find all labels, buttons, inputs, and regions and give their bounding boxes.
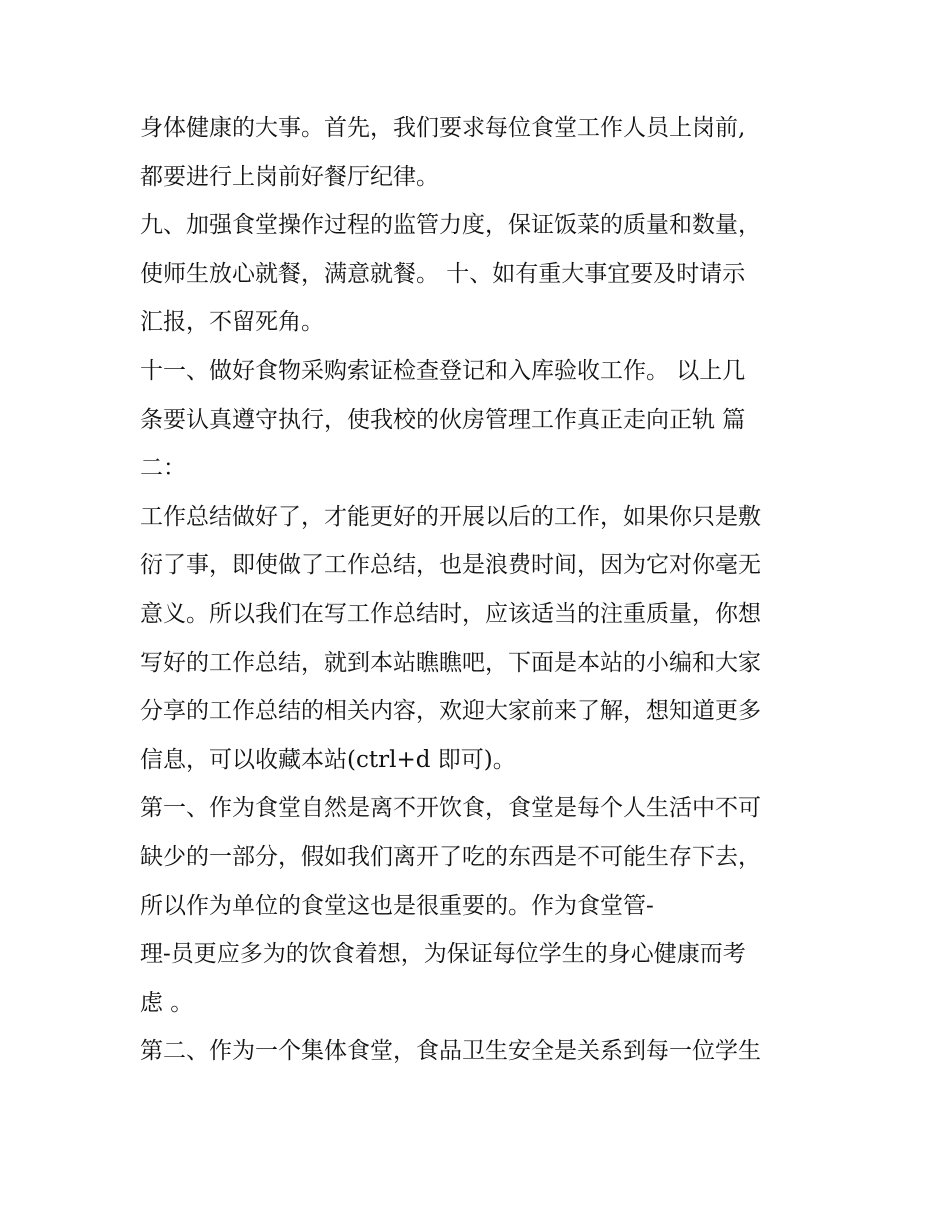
text-line: 第一、作为食堂自然是离不开饮食，食堂是每个人生活中不可 <box>140 795 761 822</box>
text-line: 十一、做好食物采购索证检查登记和入库验收工作。 以上几 <box>140 357 746 384</box>
text-line: 身体健康的大事。首先，我们要求每位食堂工作人员上岗前, <box>140 115 746 141</box>
text-line: 二： <box>140 455 186 482</box>
text-line: 理-员更应多为的饮食着想，为保证每位学生的身心健康而考 <box>140 941 746 968</box>
text-line: 分享的工作总结的相关内容，欢迎大家前来了解，想知道更多 <box>140 698 761 725</box>
text-line: 意义。所以我们在写工作总结时，应该适当的注重质量，你想 <box>140 600 761 627</box>
document-body <box>140 104 820 1076</box>
text-line: 使师生放心就餐，满意就餐。 十、如有重大事宜要及时请示 <box>140 260 746 287</box>
text-line: 虑 。 <box>140 989 194 1016</box>
text-line: 信息，可以收藏本站(ctrl+d 即可)。 <box>140 746 516 773</box>
text-line: 工作总结做好了，才能更好的开展以后的工作，如果你只是敷 <box>140 503 761 530</box>
text-line: 缺少的一部分，假如我们离开了吃的东西是不可能生存下去， <box>140 843 761 870</box>
text-line: 九、加强食堂操作过程的监管力度，保证饭菜的质量和数量， <box>140 212 761 239</box>
text-line: 都要进行上岗前好餐厅纪律。 <box>140 163 439 190</box>
text-line: 所以作为单位的食堂这也是很重要的。作为食堂管- <box>140 892 654 919</box>
text-line: 汇报，不留死角。 <box>140 309 324 336</box>
text-line: 写好的工作总结，就到本站瞧瞧吧，下面是本站的小编和大家 <box>140 649 761 676</box>
text-line: 第二、作为一个集体食堂，食品卫生安全是关系到每一位学生 <box>140 1038 761 1065</box>
text-line: 衍了事，即使做了工作总结，也是浪费时间，因为它对你毫无 <box>140 552 761 579</box>
text-line: 条要认真遵守执行，使我校的伙房管理工作真正走向正轨 篇 <box>140 406 746 433</box>
